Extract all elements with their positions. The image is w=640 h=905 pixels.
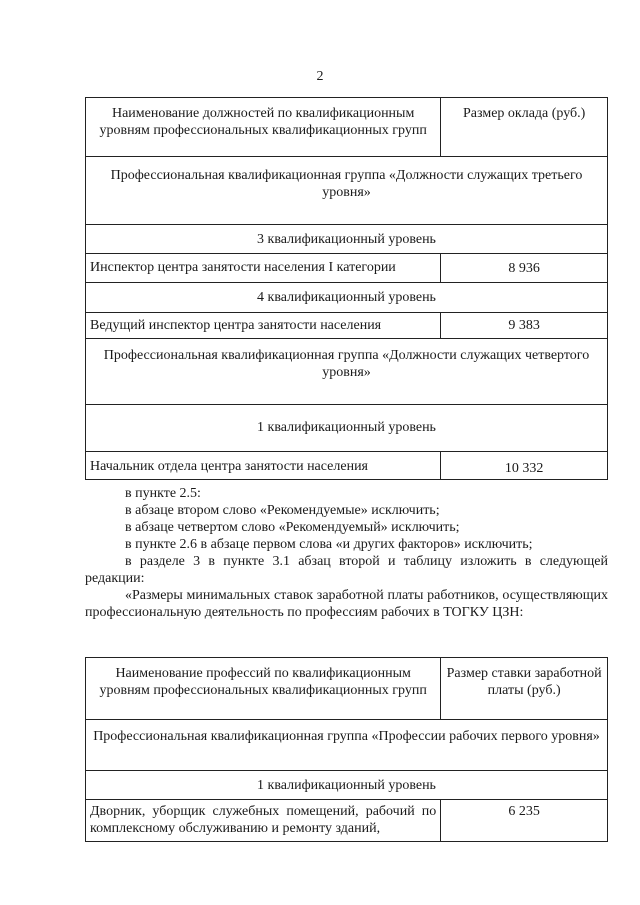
table-header-row [86,658,608,720]
table-row [86,720,608,771]
table-row [86,283,608,313]
table-row [86,452,608,480]
table-row [86,339,608,405]
table-row [86,313,608,339]
group-heading: Профессиональная квалификационная группа «Должности служащих третьего уровня» [86,157,608,225]
header-salary: Размер оклада (руб.) [441,98,608,157]
profession-name: Дворник, уборщик служебных помещений, рабочий по комплексному обслуживанию и ремонту зданий, [86,800,441,842]
table-row [86,254,608,283]
header-profession: Наименование профессий по квалификационным уровням профессиональных квалификационных групп [86,658,441,720]
position-name: Ведущий инспектор центра занятости населения [86,313,441,339]
salary-table-workers [85,657,608,842]
salary-value: 8 936 [441,254,608,283]
level-heading: 1 квалификационный уровень [86,405,608,452]
amendment-text [85,485,608,621]
level-heading: 4 квалификационный уровень [86,283,608,313]
paragraph: в разделе 3 в пункте 3.1 абзац второй и таблицу изложить в следующей редакции: [85,554,608,586]
table-row [86,771,608,800]
paragraph: «Размеры минимальных ставок заработной платы работников, осуществляющих профессиональную деятельность по профессиям рабочих в ТОГКУ ЦЗН: [85,588,608,620]
paragraph: в пункте 2.6 в абзаце первом слова «и других факторов» исключить; [125,537,533,552]
paragraph: в абзаце втором слово «Рекомендуемые» исключить; [125,503,440,518]
salary-value: 6 235 [441,800,608,842]
salary-table-employees [85,97,608,480]
group-heading: Профессиональная квалификационная группа «Должности служащих четвертого уровня» [86,339,608,405]
table-row [86,405,608,452]
header-salary: Размер ставки заработной платы (руб.) [441,658,608,720]
paragraph: в абзаце четвертом слово «Рекомендуемый» исключить; [125,520,460,535]
salary-value: 9 383 [441,313,608,339]
paragraph: в пункте 2.5: [125,486,201,501]
level-heading: 1 квалификационный уровень [86,771,608,800]
group-heading: Профессиональная квалификационная группа «Профессии рабочих первого уровня» [86,720,608,771]
position-name: Начальник отдела центра занятости населения [86,452,441,480]
table-row [86,225,608,254]
page-number: 2 [316,69,324,84]
table-row [86,800,608,842]
salary-value: 10 332 [441,452,608,480]
table-header-row [86,98,608,157]
level-heading: 3 квалификационный уровень [86,225,608,254]
position-name: Инспектор центра занятости населения I категории [86,254,441,283]
table-row [86,157,608,225]
header-position: Наименование должностей по квалификационным уровням профессиональных квалификационных групп [86,98,441,157]
